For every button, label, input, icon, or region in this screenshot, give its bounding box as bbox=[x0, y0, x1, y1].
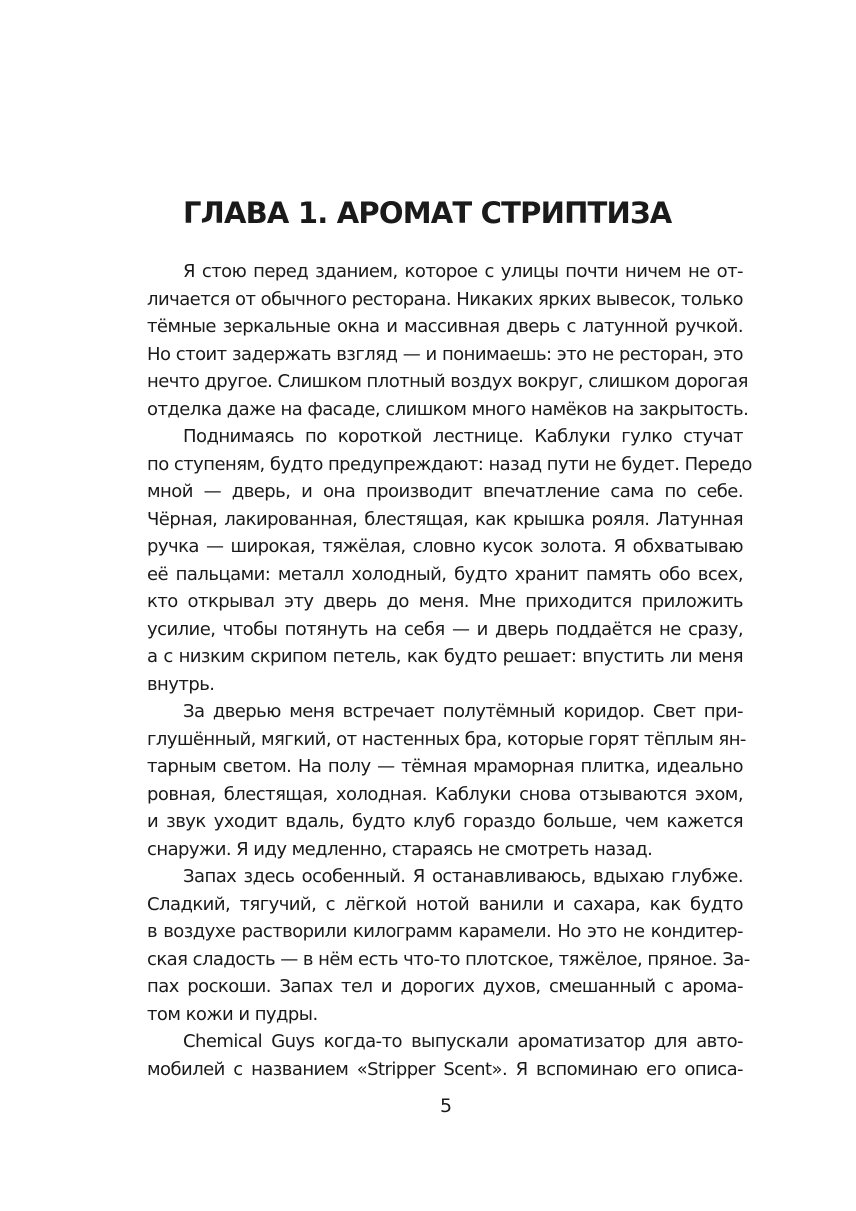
paragraph bbox=[147, 258, 749, 423]
chapter-title: ГЛАВА 1. АРОМАТ СТРИПТИЗА bbox=[183, 196, 672, 230]
text-line: Запах здесь особенный. Я останавливаюсь, вдыхаю глубже. bbox=[183, 866, 743, 887]
text-line: За дверью меня встречает полутёмный коридор. Свет при- bbox=[183, 701, 743, 722]
paragraph bbox=[147, 1028, 743, 1083]
paragraph bbox=[147, 423, 752, 698]
text-line: Сладкий, тягучий, с лёгкой нотой ванили и сахара, как будто bbox=[147, 893, 743, 915]
text-line: кто открывал эту дверь до меня. Мне приходится приложить bbox=[147, 591, 743, 612]
text-line: Чёрная, лакированная, блестящая, как крышка рояля. Латунная bbox=[147, 508, 743, 530]
page-number: 5 bbox=[439, 1095, 453, 1117]
text-line: Я стою перед зданием, которое с улицы почти ничем не от- bbox=[183, 261, 743, 282]
body-text bbox=[147, 258, 752, 1083]
text-line: ровная, блестящая, холодная. Каблуки снова отзываются эхом, bbox=[147, 783, 743, 805]
text-line: а с низким скрипом петель, как будто решает: впустить ли меня bbox=[147, 646, 743, 667]
text-line: тёмные зеркальные окна и массивная дверь с латунной ручкой. bbox=[147, 316, 743, 337]
text-line: ская сладость — в нём есть что-то плотское, тяжёлое, пряное. За- bbox=[147, 948, 750, 970]
text-line: ручка — широкая, тяжёлая, словно кусок золота. Я обхватываю bbox=[147, 536, 743, 557]
paragraph bbox=[147, 698, 746, 863]
text-line: и звук уходит вдаль, будто клуб гораздо больше, чем кажется bbox=[147, 811, 743, 832]
text-line: тарным светом. На полу — тёмная мраморная плитка, идеально bbox=[147, 756, 743, 777]
text-line: по ступеням, будто предупреждают: назад пути не будет. Передо bbox=[147, 453, 752, 475]
text-line: мобилей с названием «Stripper Scent». Я вспоминаю его описа- bbox=[147, 1058, 743, 1080]
text-line: усилие, чтобы потянуть на себя — и дверь поддаётся не сразу, bbox=[147, 618, 743, 640]
text-line: её пальцами: металл холодный, будто хранит память обо всех, bbox=[147, 563, 743, 585]
text-line: нечто другое. Слишком плотный воздух вокруг, слишком дорогая bbox=[147, 371, 748, 392]
text-line: том кожи и пудры. bbox=[147, 1003, 318, 1025]
text-line: Поднимаясь по короткой лестнице. Каблуки гулко стучат bbox=[183, 426, 743, 447]
text-line: мной — дверь, и она производит впечатление сама по себе. bbox=[147, 481, 743, 502]
text-line: пах роскоши. Запах тел и дорогих духов, смешанный с арома- bbox=[147, 976, 743, 997]
text-line: снаружи. Я иду медленно, стараясь не смотреть назад. bbox=[147, 838, 653, 860]
text-line: в воздухе растворили килограмм карамели. Но это не кондитер- bbox=[147, 921, 743, 942]
text-line: Но стоит задержать взгляд — и понимаешь: это не ресторан, это bbox=[147, 343, 743, 365]
paragraph bbox=[147, 863, 750, 1028]
text-line: Chemical Guys когда-то выпускали ароматизатор для авто- bbox=[183, 1031, 743, 1052]
text-line: внутрь. bbox=[147, 673, 215, 695]
text-line: глушённый, мягкий, от настенных бра, которые горят тёплым ян- bbox=[147, 728, 746, 750]
text-line: личается от обычного ресторана. Никаких ярких вывесок, только bbox=[147, 288, 743, 310]
text-line: отделка даже на фасаде, слишком много намёков на закрытость. bbox=[147, 398, 749, 420]
